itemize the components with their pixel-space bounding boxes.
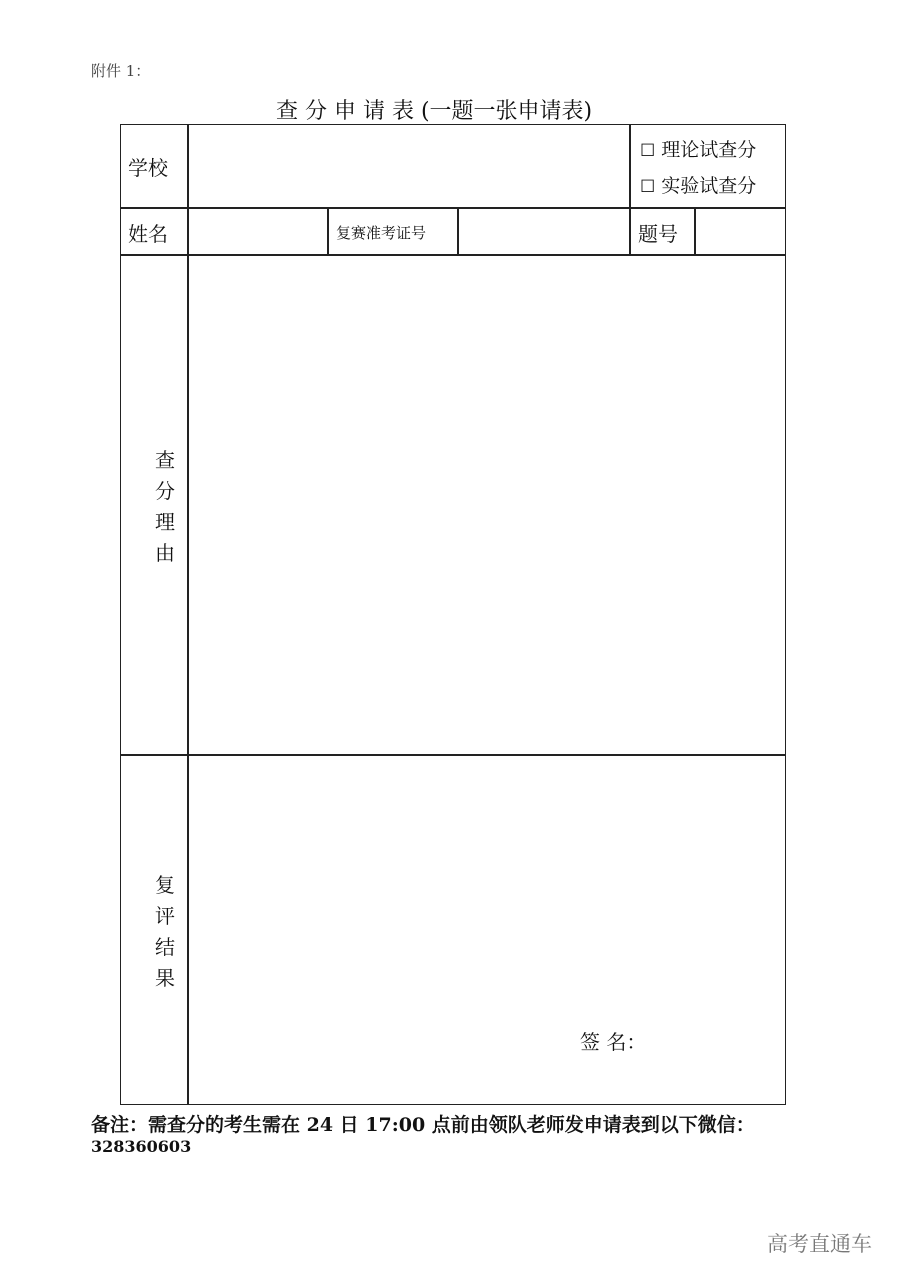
label-char: 评 [155, 904, 175, 928]
option-theory[interactable] [640, 135, 756, 162]
checkbox-icon[interactable]: ☐ [640, 141, 656, 161]
exam-id-label: 复赛准考证号 [336, 224, 427, 242]
divider [120, 754, 786, 756]
label-char: 果 [155, 966, 175, 990]
divider [327, 207, 329, 255]
page-title: 查 分 申 请 表 (一题一张申请表) [276, 99, 593, 124]
label-char: 由 [155, 541, 175, 565]
divider [629, 124, 631, 255]
question-no-field[interactable] [696, 209, 784, 253]
school-label: 学校 [128, 156, 168, 180]
reason-field[interactable] [189, 256, 784, 753]
attachment-label: 附件 1： [91, 62, 151, 80]
signature-label: 签 名： [580, 1030, 647, 1054]
exam-id-field[interactable] [459, 209, 628, 253]
label-char: 理 [155, 510, 175, 534]
note-line-2: 328360603 [91, 1137, 192, 1156]
question-no-label: 题号 [638, 222, 678, 246]
option-label: 理论试查分 [661, 139, 757, 161]
label-char: 查 [155, 448, 175, 472]
name-field[interactable] [189, 209, 326, 253]
checkbox-icon[interactable]: ☐ [640, 177, 656, 197]
note-line-1: 备注：需查分的考生需在 24 日 17:00 点前由领队老师发申请表到以下微信： [91, 1114, 755, 1136]
result-label [153, 870, 177, 994]
label-char: 分 [155, 479, 175, 503]
watermark: 高考直通车 [767, 1232, 872, 1256]
option-experiment[interactable] [640, 171, 756, 198]
name-label: 姓名 [128, 222, 168, 246]
reason-label [153, 445, 177, 569]
label-char: 结 [155, 935, 175, 959]
school-field[interactable] [189, 126, 628, 206]
option-label: 实验试查分 [661, 175, 757, 197]
label-char: 复 [155, 873, 175, 897]
